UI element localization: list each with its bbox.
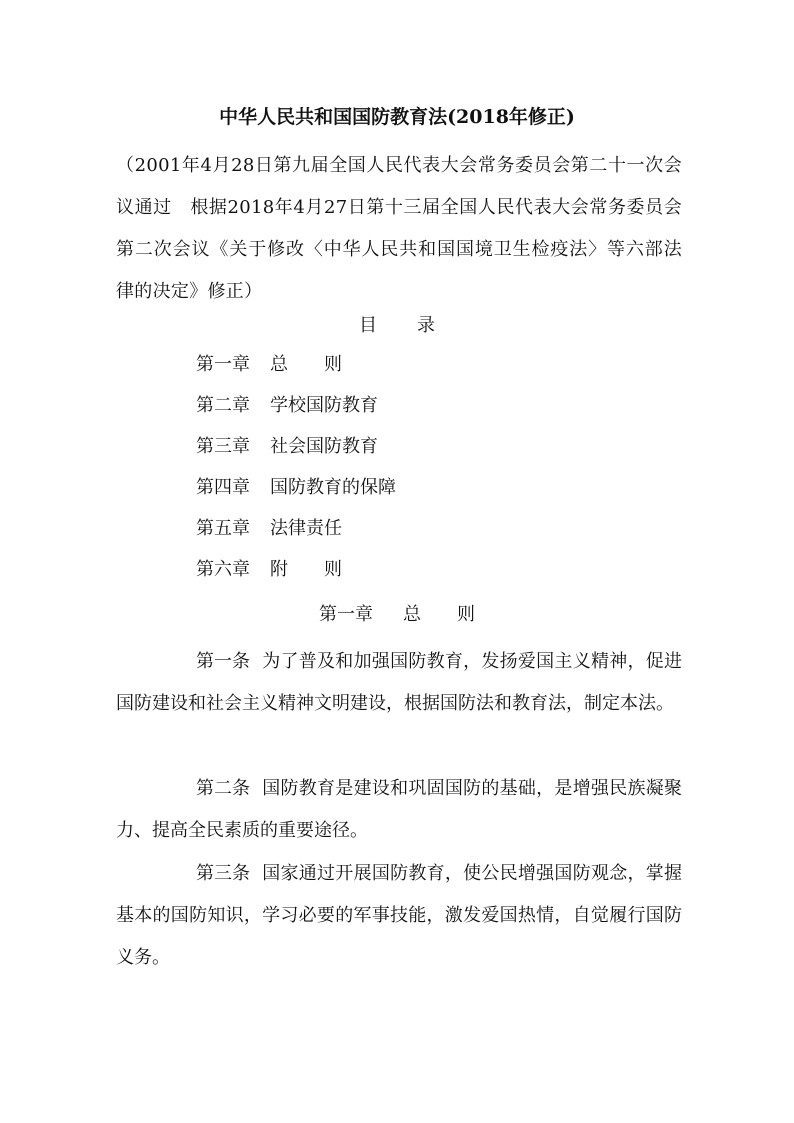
toc-item [196,555,396,596]
toc-heading-left: 目 [359,315,377,336]
toc-heading-right: 录 [417,315,435,336]
toc-heading [0,311,794,341]
article-text: 国家通过开展国防教育，使公民增强国防观念，掌握基本的国防知识，学习必要的军事技能，激发爱国热情，自觉履行国防义务。 [116,863,682,968]
document-title: 中华人民共和国国防教育法(2018年修正) [219,106,575,128]
toc-item [196,350,396,391]
toc-chapter-title: 社会国防教育 [270,436,378,457]
toc-chapter-title: 附 则 [270,559,342,580]
article-number: 第一条 [196,651,250,672]
article-3 [116,853,682,979]
article-2 [116,768,682,852]
adoption-note: （2001年4月28日第九届全国人民代表大会常务委员会第二十一次会议通过 根据2018年4月27日第十三届全国人民代表大会常务委员会第二次会议《关于修改〈中华人民共和国国境卫生检疫法〉等六部法律的决定》修正） [116,155,682,302]
toc-chapter-number: 第六章 [196,559,250,580]
article-text: 为了普及和加强国防教育，发扬爱国主义精神，促进国防建设和社会主义精神文明建设，根据国防法和教育法，制定本法。 [116,651,682,714]
toc-chapter-title: 总 则 [270,354,342,375]
toc-chapter-number: 第三章 [196,436,250,457]
chapter-title: 总 则 [403,604,475,625]
toc-chapter-number: 第五章 [196,518,250,539]
article-1 [116,641,682,725]
toc-item [196,432,396,473]
toc-chapter-title: 学校国防教育 [270,395,378,416]
toc-item [196,473,396,514]
toc-chapter-number: 第二章 [196,395,250,416]
toc-chapter-number: 第一章 [196,354,250,375]
toc-chapter-title: 国防教育的保障 [270,477,396,498]
toc-chapter-number: 第四章 [196,477,250,498]
chapter-heading [0,600,794,630]
article-text: 国防教育是建设和巩固国防的基础，是增强民族凝聚力、提高全民素质的重要途径。 [116,778,682,841]
article-number: 第三条 [196,863,250,884]
toc-item [196,391,396,432]
table-of-contents [196,350,396,596]
article-number: 第二条 [196,778,250,799]
toc-chapter-title: 法律责任 [270,518,342,539]
toc-item [196,514,396,555]
chapter-number: 第一章 [319,604,373,625]
